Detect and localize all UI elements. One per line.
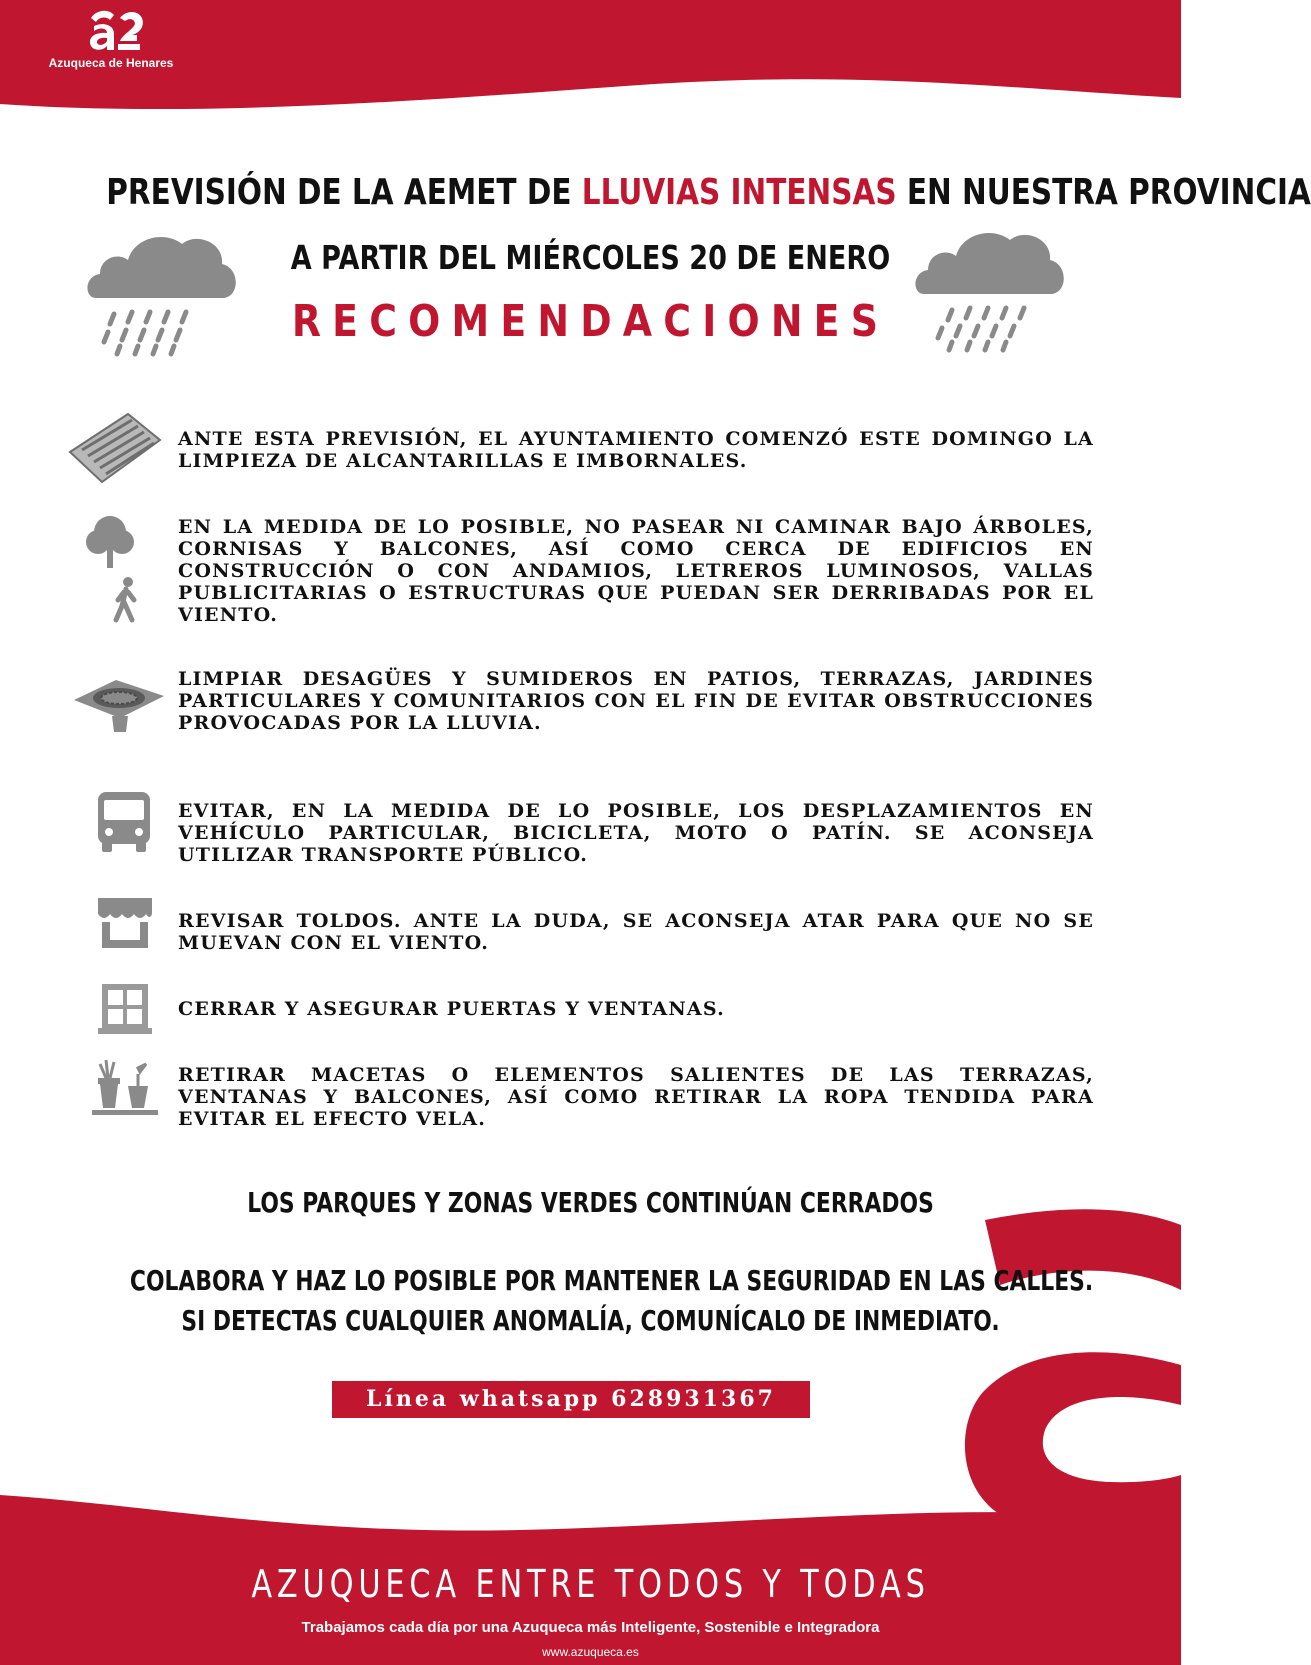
azuqueca-logo-icon: [36, 6, 186, 56]
footer-slogan: AZUQUECA ENTRE TODOS Y TODAS: [251, 1562, 930, 1606]
collaborate-line-1: COLABORA Y HAZ LO POSIBLE POR MANTENER LA SEGURIDAD EN LAS CALLES.: [129, 1264, 1094, 1297]
recommendation-6-text: CERRAR Y ASEGURAR PUERTAS Y VENTANAS.: [178, 998, 725, 1020]
floor-drain-icon: [72, 672, 166, 734]
recommendation-7-text: RETIRAR MACETAS O ELEMENTOS SALIENTES DE LAS TERRAZAS, VENTANAS Y BALCONES, ASÍ COMO RETIRAR LA ROPA TENDIDA PARA EVITAR EL EFECTO VELA.: [178, 1064, 1094, 1130]
recommendation-4-text: EVITAR, EN LA MEDIDA DE LO POSIBLE, LOS DESPLAZAMIENTOS EN VEHÍCULO PARTICULAR, BICICLETA, MOTO O PATÍN. SE ACONSEJA UTILIZAR TRANSPORTE PÚBLICO.: [178, 800, 1094, 866]
date-subtitle: A PARTIR DEL MIÉRCOLES 20 DE ENERO: [290, 238, 891, 277]
parks-closed-notice: LOS PARQUES Y ZONAS VERDES CONTINÚAN CERRADOS: [247, 1186, 934, 1219]
azuqueca-logo: [36, 6, 186, 76]
recommendation-2-text: EN LA MEDIDA DE LO POSIBLE, NO PASEAR NI CAMINAR BAJO ÁRBOLES, CORNISAS Y BALCONES, ASÍ COMO CERCA DE EDIFICIOS EN CONSTRUCCIÓN O CON ANDAMIOS, LETREROS LUMINOSOS, VALLAS PUBLICITARIAS O ESTRUCTURAS QUE PUEDAN SER DERRIBADAS POR EL VIENTO.: [178, 516, 1094, 626]
footer-subtitle: Trabajamos cada día por una Azuqueca más Inteligente, Sostenible e Integradora: [301, 1619, 880, 1636]
title-highlight: LLUVIAS INTENSAS: [581, 172, 897, 213]
collaborate-line-2: SI DETECTAS CUALQUIER ANOMALÍA, COMUNÍCALO DE INMEDIATO.: [181, 1304, 1000, 1337]
rain-cloud-icon-right: [912, 224, 1072, 354]
flower-pots-icon: [90, 1056, 160, 1120]
awning-shop-icon: [96, 896, 154, 950]
recommendation-5-text: REVISAR TOLDOS. ANTE LA DUDA, SE ACONSEJA ATAR PARA QUE NO SE MUEVAN CON EL VIENTO.: [178, 910, 1094, 954]
recommendations-heading: RECOMENDACIONES: [291, 296, 890, 347]
tree-pedestrian-icon: [82, 512, 142, 626]
recommendation-3-text: LIMPIAR DESAGÜES Y SUMIDEROS EN PATIOS, TERRAZAS, JARDINES PARTICULARES Y COMUNITARIOS CON EL FIN DE EVITAR OBSTRUCCIONES PROVOCADAS POR LA LLUVIA.: [178, 668, 1094, 734]
title-part-1: PREVISIÓN DE LA AEMET DE: [106, 172, 582, 213]
rain-cloud-icon-left: [84, 228, 244, 358]
main-title: [106, 172, 1311, 213]
logo-text: Azuqueca de Henares: [48, 56, 174, 70]
bus-icon: [96, 790, 152, 854]
footer-url-link[interactable]: www.azuqueca.es: [542, 1645, 639, 1659]
recommendation-1-text: ANTE ESTA PREVISIÓN, EL AYUNTAMIENTO COMENZÓ ESTE DOMINGO LA LIMPIEZA DE ALCANTARILLAS E IMBORNALES.: [178, 428, 1094, 472]
whatsapp-line-box: Línea whatsapp 628931367: [332, 1381, 810, 1418]
window-icon: [98, 982, 152, 1036]
title-part-2: EN NUESTRA PROVINCIA: [896, 172, 1311, 213]
drain-grate-icon: [68, 412, 162, 486]
big-a-logo-shape: [965, 1209, 1181, 1541]
